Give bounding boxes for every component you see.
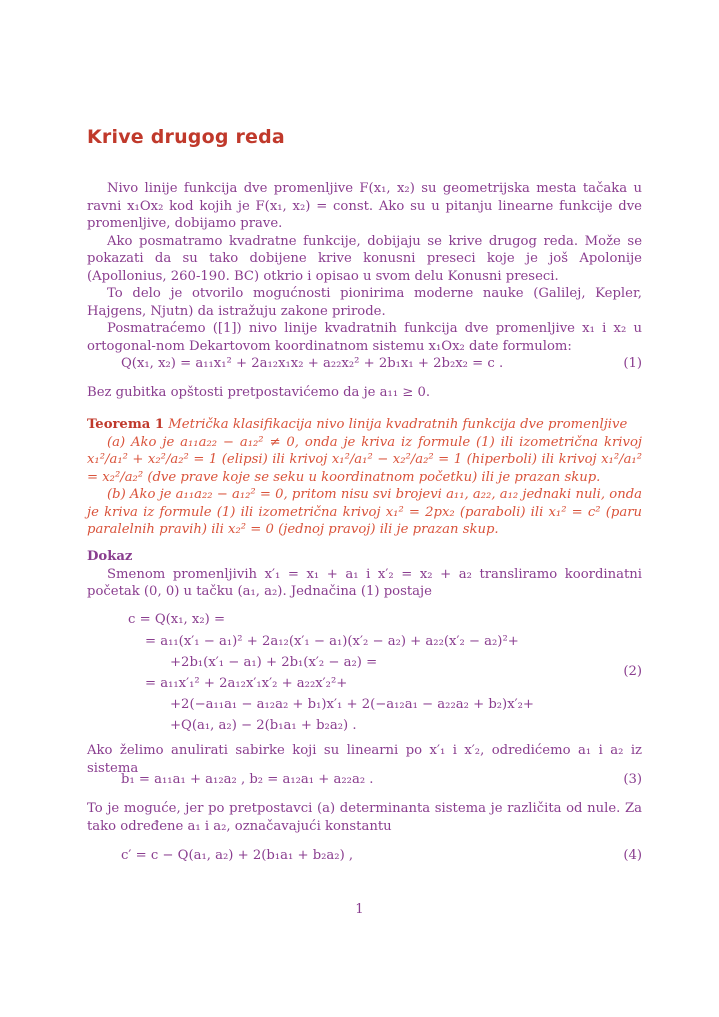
page-number: 1 (355, 902, 364, 917)
equation-2-row: c = Q(x₁, x₂) = (128, 612, 225, 627)
equation-4-number: (4) (623, 848, 642, 863)
intro-paragraph-1: Nivo linije funkcija dve promenljive F(x₁, x₂) su geometrijska mesta tačaka u ravni x₁Ox₂ kod kojih je F(x₁, x₂) = const. Ako su u pitanju linearne funkcije dve promenljive, dobijamo prave. (87, 181, 642, 231)
equation-1-body: Q(x₁, x₂) = a₁₁x₁² + 2a₁₂x₁x₂ + a₂₂x₂² + 2b₁x₁ + 2b₂x₂ = c . (121, 356, 504, 371)
equation-4 (87, 848, 642, 866)
possible-text-block (87, 800, 642, 835)
equation-2-row: = a₁₁(x′₁ − a₁)² + 2a₁₂(x′₁ − a₁)(x′₂ − a₂) + a₂₂(x′₂ − a₂)²+ (145, 634, 519, 649)
theorem-part-a: (a) Ako je a₁₁a₂₂ − a₁₂² ≠ 0, onda je kriva iz formule (1) ili izometrična krivoj x₁²/a₁² + x₂²/a₂² = 1 (elipsi) ili krivoj x₁²/a₁² − x₂²/a₂² = 1 (hiperboli) ili krivoj x₁²/a₁² = x₂²/a₂² (dve prave koje se seku u koordinatnom početku) ili je prazan skup. (87, 434, 642, 485)
theorem-block (87, 416, 642, 539)
equation-3 (87, 772, 642, 790)
equation-2-row: +2(−a₁₁a₁ − a₁₂a₂ + b₁)x′₁ + 2(−a₁₂a₁ − a₂₂a₂ + b₂)x′₂+ (170, 697, 534, 712)
proof-block (87, 548, 642, 601)
theorem-heading: Teorema 1 (87, 417, 165, 432)
proof-paragraph-1: Smenom promenljivih x′₁ = x₁ + a₁ i x′₂ = x₂ + a₂ transliramo koordinatni početak (0, 0) u tačku (a₁, a₂). Jednačina (1) postaje (87, 566, 642, 599)
equation-1 (87, 356, 642, 374)
possible-text: To je moguće, jer po pretpostavci (a) determinanta sistema je različita od nule. Za tako određene a₁ i a₂, označavajući konstantu (87, 801, 642, 834)
equation-2-row: = a₁₁x′₁² + 2a₁₂x′₁x′₂ + a₂₂x′₂²+ (145, 676, 348, 691)
equation-2-row: +2b₁(x′₁ − a₁) + 2b₁(x′₂ − a₂) = (170, 655, 378, 670)
anul-text: Ako želimo anulirati sabirke koji su linearni po x′₁ i x′₂, odredićemo a₁ i a₂ iz sistema (87, 743, 642, 776)
assumption-text: Bez gubitka opštosti pretpostavićemo da je a₁₁ ≥ 0. (87, 385, 431, 400)
section-title: Krive drugog reda (87, 126, 285, 148)
equation-3-body: b₁ = a₁₁a₁ + a₁₂a₂ , b₂ = a₁₂a₁ + a₂₂a₂ . (121, 772, 374, 787)
theorem-title: Metrička klasifikacija nivo linija kvadratnih funkcija dve promenljive (168, 417, 628, 432)
intro-paragraph-3: To delo je otvorilo mogućnosti pionirima moderne nauke (Galilej, Kepler, Hajgens, Njutn) da istražuju zakone prirode. (87, 286, 642, 319)
intro-paragraph-4: Posmatraćemo ([1]) nivo linije kvadratnih funkcija dve promenljive x₁ i x₂ u ortogonal-nom Dekartovom koordinatnom sistemu x₁Ox₂ date formulom: (87, 321, 642, 354)
theorem-part-b: (b) Ako je a₁₁a₂₂ − a₁₂² = 0, pritom nisu svi brojevi a₁₁, a₂₂, a₁₂ jednaki nuli, onda je kriva iz formule (1) ili izometrična krivoj x₁² = 2px₂ (paraboli) ili x₁² = c² (paru paralelnih pravih) ili x₂² = 0 (jednoj pravoj) ili je prazan skup. (87, 487, 642, 537)
equation-2-row: +Q(a₁, a₂) − 2(b₁a₁ + b₂a₂) . (170, 718, 357, 733)
assumption (87, 384, 642, 402)
equation-2-number: (2) (623, 664, 642, 679)
equation-3-number: (3) (623, 772, 642, 787)
equation-1-number: (1) (623, 356, 642, 371)
proof-heading: Dokaz (87, 549, 133, 564)
intro-paragraph-2: Ako posmatramo kvadratne funkcije, dobijaju se krive drugog reda. Može se pokazati da su tako dobijene krive konusni preseci koje je još Apolonije (Apollonius, 260-190. BC) otkrio i opisao u svom delu Konusni preseci. (87, 233, 642, 284)
equation-4-body: c′ = c − Q(a₁, a₂) + 2(b₁a₁ + b₂a₂) , (121, 848, 354, 863)
intro-text (87, 180, 642, 355)
